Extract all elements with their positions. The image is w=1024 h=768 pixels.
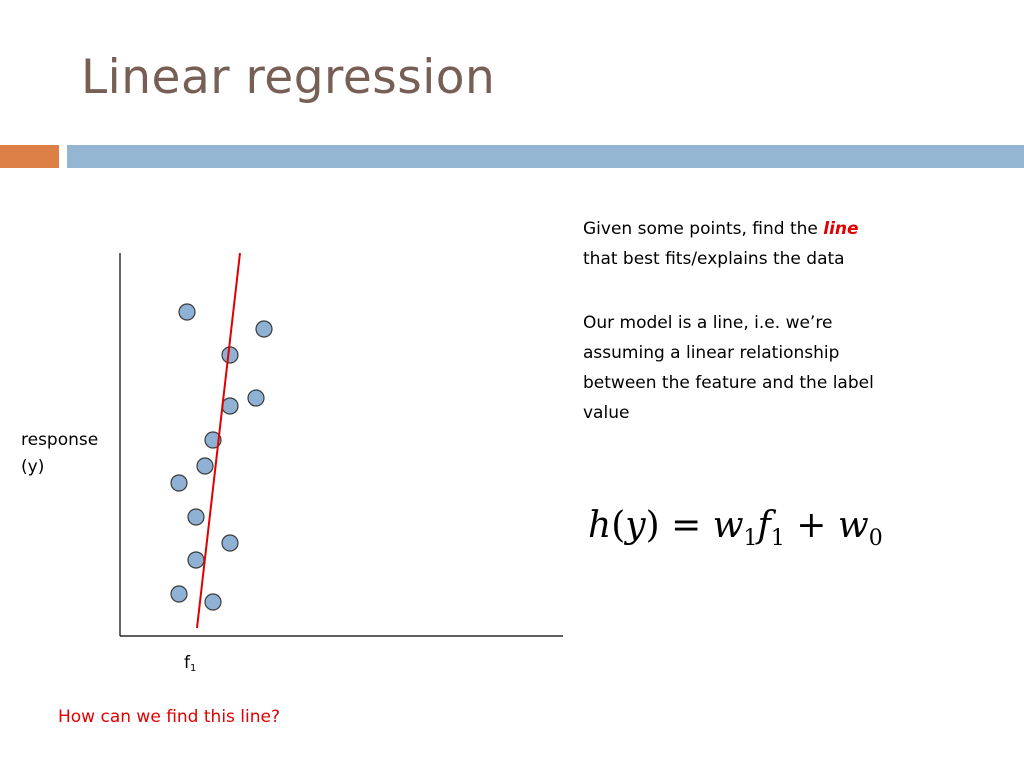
- formula-f1-sub: 1: [770, 526, 785, 551]
- x-axis-label: [184, 653, 196, 674]
- goal-text-start: Given some points, find the: [583, 219, 824, 239]
- formula-w1-sub: 1: [743, 526, 758, 551]
- x-axis-label-base: f: [184, 653, 190, 673]
- data-point: [256, 321, 272, 337]
- data-point: [222, 347, 238, 363]
- regression-line: [197, 253, 240, 628]
- formula-w1: w: [712, 505, 744, 546]
- data-point: [222, 535, 238, 551]
- question-text: How can we find this line?: [58, 707, 281, 727]
- y-axis-label: [21, 427, 121, 481]
- formula-w0: w: [837, 505, 869, 546]
- data-point: [222, 398, 238, 414]
- slide-title: Linear regression: [81, 50, 496, 105]
- data-point: [248, 390, 264, 406]
- data-points: [171, 304, 272, 610]
- goal-text-end: that best fits/explains the data: [583, 249, 845, 269]
- formula-lhs: h: [588, 505, 612, 546]
- paragraph-model: Our model is a line, i.e. we’re assuming a linear relationship between the feature and the label value: [583, 313, 874, 423]
- data-point: [205, 594, 221, 610]
- formula-w0-sub: 0: [868, 526, 883, 551]
- data-point: [179, 304, 195, 320]
- data-point: [171, 586, 187, 602]
- x-axis-label-sub: 1: [190, 663, 197, 674]
- formula-f1: f: [757, 505, 771, 546]
- y-axis-label-line2: (y): [21, 457, 45, 477]
- keyword-line: line: [823, 219, 859, 239]
- paragraph-goal: [583, 214, 913, 274]
- data-point: [171, 475, 187, 491]
- formula-arg: y: [625, 505, 646, 546]
- y-axis-label-line1: response: [21, 430, 99, 450]
- data-point: [197, 458, 213, 474]
- data-point: [188, 552, 204, 568]
- regression-formula: $h(y) = w_1f_1 + w_0$: [588, 505, 883, 551]
- data-point: [188, 509, 204, 525]
